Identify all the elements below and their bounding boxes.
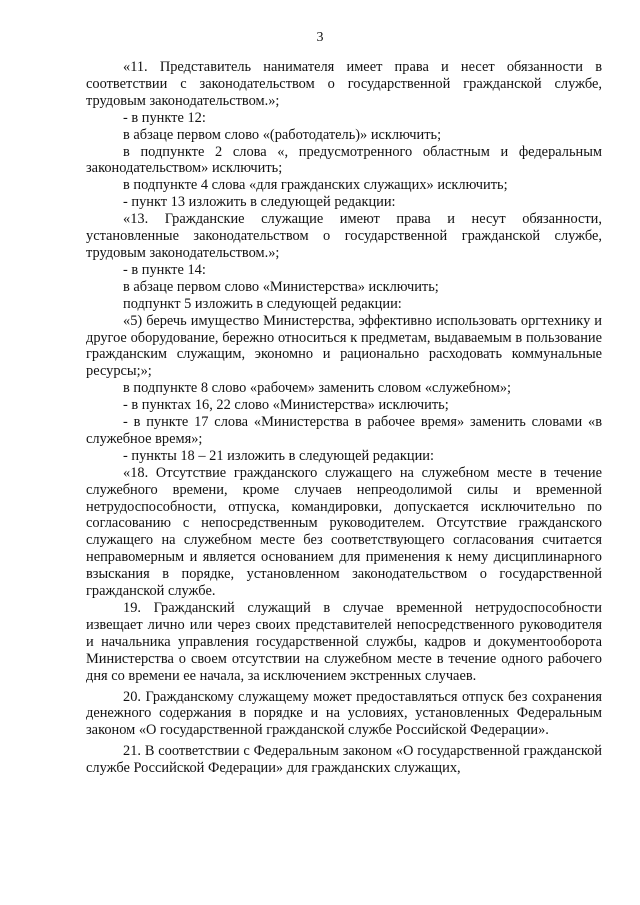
amendment-point-14-subpoint-8: в подпункте 8 слово «рабочем» заменить словом «служебном»;	[123, 380, 512, 397]
amendment-points-16-22: - в пунктах 16, 22 слово «Министерства» исключить;	[123, 397, 449, 414]
paragraph-11-text: «11. Представитель нанимателя имеет права и несет обязанности в соответствии с законодательством о государственной гражданской службе, трудовым законодательством.»;	[86, 59, 602, 109]
subpoint-5-text: «5) беречь имущество Министерства, эффективно использовать оргтехнику и другое оборудование, бережно относиться к предметам, выдаваемым в пользование гражданским служащим, экономно и рационально расходовать коммунальные ресурсы;»;	[86, 312, 602, 380]
paragraph-19-text: 19. Гражданский служащий в случае временной нетрудоспособности извещает лично или через своих представителей непосредственного руководителя и начальника управления государственной службы, кадров и документооборота Министерства о своем отсутствии на служебном месте в течение одного рабочего дня со времени ее начала, за исключением экстренных случаев.	[86, 600, 602, 684]
paragraph-21-text: 21. В соответствии с Федеральным законом «О государственной гражданской службе Российской Федерации» для гражданских служащих,	[86, 743, 602, 777]
paragraph-13-text: «13. Гражданские служащие имеют права и несут обязанности, установленные законодательством о государственной гражданской службе, трудовым законодательством.»;	[86, 211, 602, 261]
amendment-point-12: - в пункте 12:	[123, 109, 206, 126]
amendment-point-14: - в пункте 14:	[123, 261, 206, 278]
amendment-point-13: - пункт 13 изложить в следующей редакции:	[123, 194, 396, 211]
amendment-point-12-subpoint-2: в подпункте 2 слова «, предусмотренного областным и федеральным законодательством» исключить;	[86, 143, 602, 177]
amendment-point-12-abzac-1: в абзаце первом слово «(работодатель)» исключить;	[123, 126, 442, 143]
paragraph-18-text: «18. Отсутствие гражданского служащего на служебном месте в течение служебного времени, кроме случаев непреодолимой силы и временной нетрудоспособности, отпуска, командировки, допускается исключительно по согласованию с непосредственным руководителем. Отсутствие гражданского служащего на служебном месте без соответствующего согласования считается неправомерным и является основанием для применения к нему дисциплинарного взыскания в порядке, установленном законодательством о государственной гражданской службе.	[86, 464, 602, 600]
paragraph-20-text: 20. Гражданскому служащему может предоставляться отпуск без сохранения денежного содержания в порядке и на условиях, установленных Федеральным законом «О государственной гражданской службе Российской Федерации».	[86, 688, 602, 739]
document-body	[86, 59, 602, 777]
amendment-points-18-21: - пункты 18 – 21 изложить в следующей редакции:	[123, 447, 434, 464]
page-number: 3	[316, 30, 324, 45]
amendment-point-17: - в пункте 17 слова «Министерства в рабочее время» заменить словами «в служебное время»;	[86, 414, 602, 447]
amendment-point-14-subpoint-5: подпункт 5 изложить в следующей редакции:	[123, 295, 402, 312]
amendment-point-12-subpoint-4: в подпункте 4 слова «для гражданских служащих» исключить;	[123, 177, 508, 194]
amendment-point-14-abzac-1: в абзаце первом слово «Министерства» исключить;	[123, 278, 439, 295]
